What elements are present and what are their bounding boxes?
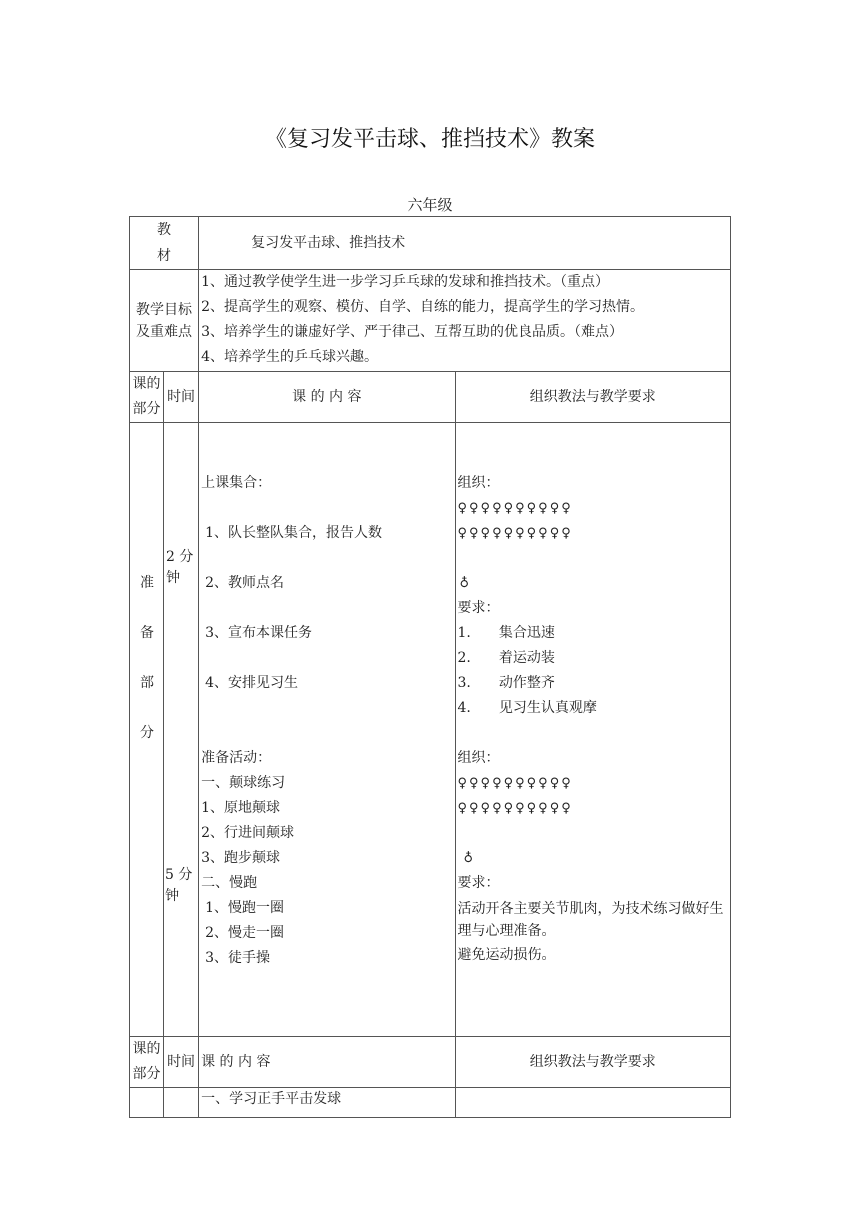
grade-label: 六年级 xyxy=(407,196,453,214)
prep-content-cell xyxy=(199,423,455,1037)
requirement-item: 3. 动作整齐 xyxy=(457,675,555,691)
student-formation-row: ♀♀♀♀♀♀♀♀♀♀ xyxy=(457,776,573,791)
prep-part-char: 准 xyxy=(140,575,154,591)
column-header-row xyxy=(130,372,731,423)
material-value: 复习发平击球、推挡技术 xyxy=(199,217,731,270)
col-part-header: 课的部分 xyxy=(130,372,164,423)
prep-part-char: 部 xyxy=(140,675,154,691)
material-label: 教 材 xyxy=(130,217,199,270)
requirement-text: 避免运动损伤。 xyxy=(457,947,556,963)
prep-part-cell xyxy=(130,423,164,1037)
requirement-item: 1. 集合迅速 xyxy=(457,625,555,641)
goal-item: 2、提高学生的观察、模仿、自学、自练的能力，提高学生的学习热情。 xyxy=(201,299,644,315)
time-2min: 2 分钟 xyxy=(166,549,194,586)
goals-list xyxy=(199,270,731,372)
teacher-icon: ♁ xyxy=(463,851,476,866)
warmup-item: 1、慢跑一圈 xyxy=(205,900,285,916)
col-org-header: 组织教法与教学要求 xyxy=(455,372,730,423)
prep-section-row xyxy=(130,423,731,1037)
column-header-row-2 xyxy=(130,1037,731,1088)
requirement-item: 4. 见习生认真观摩 xyxy=(457,700,597,716)
document-title: 《复习发平击球、推挡技术》教案 xyxy=(264,127,595,152)
org-cell xyxy=(455,1088,730,1118)
warmup-item: 3、徒手操 xyxy=(205,950,271,966)
material-row xyxy=(130,217,731,270)
warmup-item: 二、慢跑 xyxy=(201,875,258,891)
col-time-header: 时间 xyxy=(164,372,199,423)
requirement-label: 要求： xyxy=(457,600,500,616)
student-formation-row: ♀♀♀♀♀♀♀♀♀♀ xyxy=(457,501,573,516)
assembly-item: 2、教师点名 xyxy=(205,575,285,591)
prep-part-char: 分 xyxy=(140,725,154,741)
teacher-icon: ♁ xyxy=(459,576,472,591)
goals-row xyxy=(130,270,731,372)
assembly-title: 上课集合： xyxy=(201,475,272,491)
lesson-plan-table xyxy=(129,216,731,1118)
prep-part-char: 备 xyxy=(140,625,154,641)
col-content-header: 课 的 内 容 xyxy=(199,372,455,423)
requirement-item: 2. 着运动装 xyxy=(457,650,555,666)
col-part-header: 课的部分 xyxy=(130,1037,164,1088)
student-formation-row: ♀♀♀♀♀♀♀♀♀♀ xyxy=(457,526,573,541)
assembly-item: 4、安排见习生 xyxy=(205,675,299,691)
col-content-header: 课 的 内 容 xyxy=(199,1037,455,1088)
warmup-item: 3、跑步颠球 xyxy=(201,850,281,866)
prep-time-cell xyxy=(164,423,199,1037)
requirement-text: 活动开各主要关节肌肉，为技术练习做好生理与心理准备。 xyxy=(457,901,724,939)
part-cell xyxy=(130,1088,164,1118)
col-org-header: 组织教法与教学要求 xyxy=(455,1037,730,1088)
prep-org-cell xyxy=(455,423,730,1037)
warmup-item: 2、行进间颠球 xyxy=(201,825,295,841)
requirement-label: 要求： xyxy=(457,875,500,891)
time-cell xyxy=(164,1088,199,1118)
lesson-row xyxy=(130,1088,731,1118)
col-time-header: 时间 xyxy=(164,1037,199,1088)
goals-label: 教学目标及重难点 xyxy=(130,270,199,372)
time-5min: 5 分钟 xyxy=(165,867,193,904)
student-formation-row: ♀♀♀♀♀♀♀♀♀♀ xyxy=(457,801,573,816)
goal-item: 3、培养学生的谦虚好学、严于律己、互帮互助的优良品质。（难点） xyxy=(201,324,623,340)
org-label: 组织： xyxy=(457,750,500,766)
org-label: 组织： xyxy=(457,475,500,491)
assembly-item: 1、队长整队集合，报告人数 xyxy=(205,525,383,541)
goal-item: 1、通过教学使学生进一步学习乒乓球的发球和推挡技术。（重点） xyxy=(201,274,609,290)
warmup-title: 准备活动： xyxy=(201,750,272,766)
warmup-item: 一、颠球练习 xyxy=(201,775,286,791)
assembly-item: 3、宣布本课任务 xyxy=(205,625,313,641)
goal-item: 4、培养学生的乒乓球兴趣。 xyxy=(201,349,379,365)
warmup-item: 2、慢走一圈 xyxy=(205,925,285,941)
content-cell: 一、学习正手平击发球 xyxy=(199,1088,455,1118)
warmup-item: 1、原地颠球 xyxy=(201,800,281,816)
